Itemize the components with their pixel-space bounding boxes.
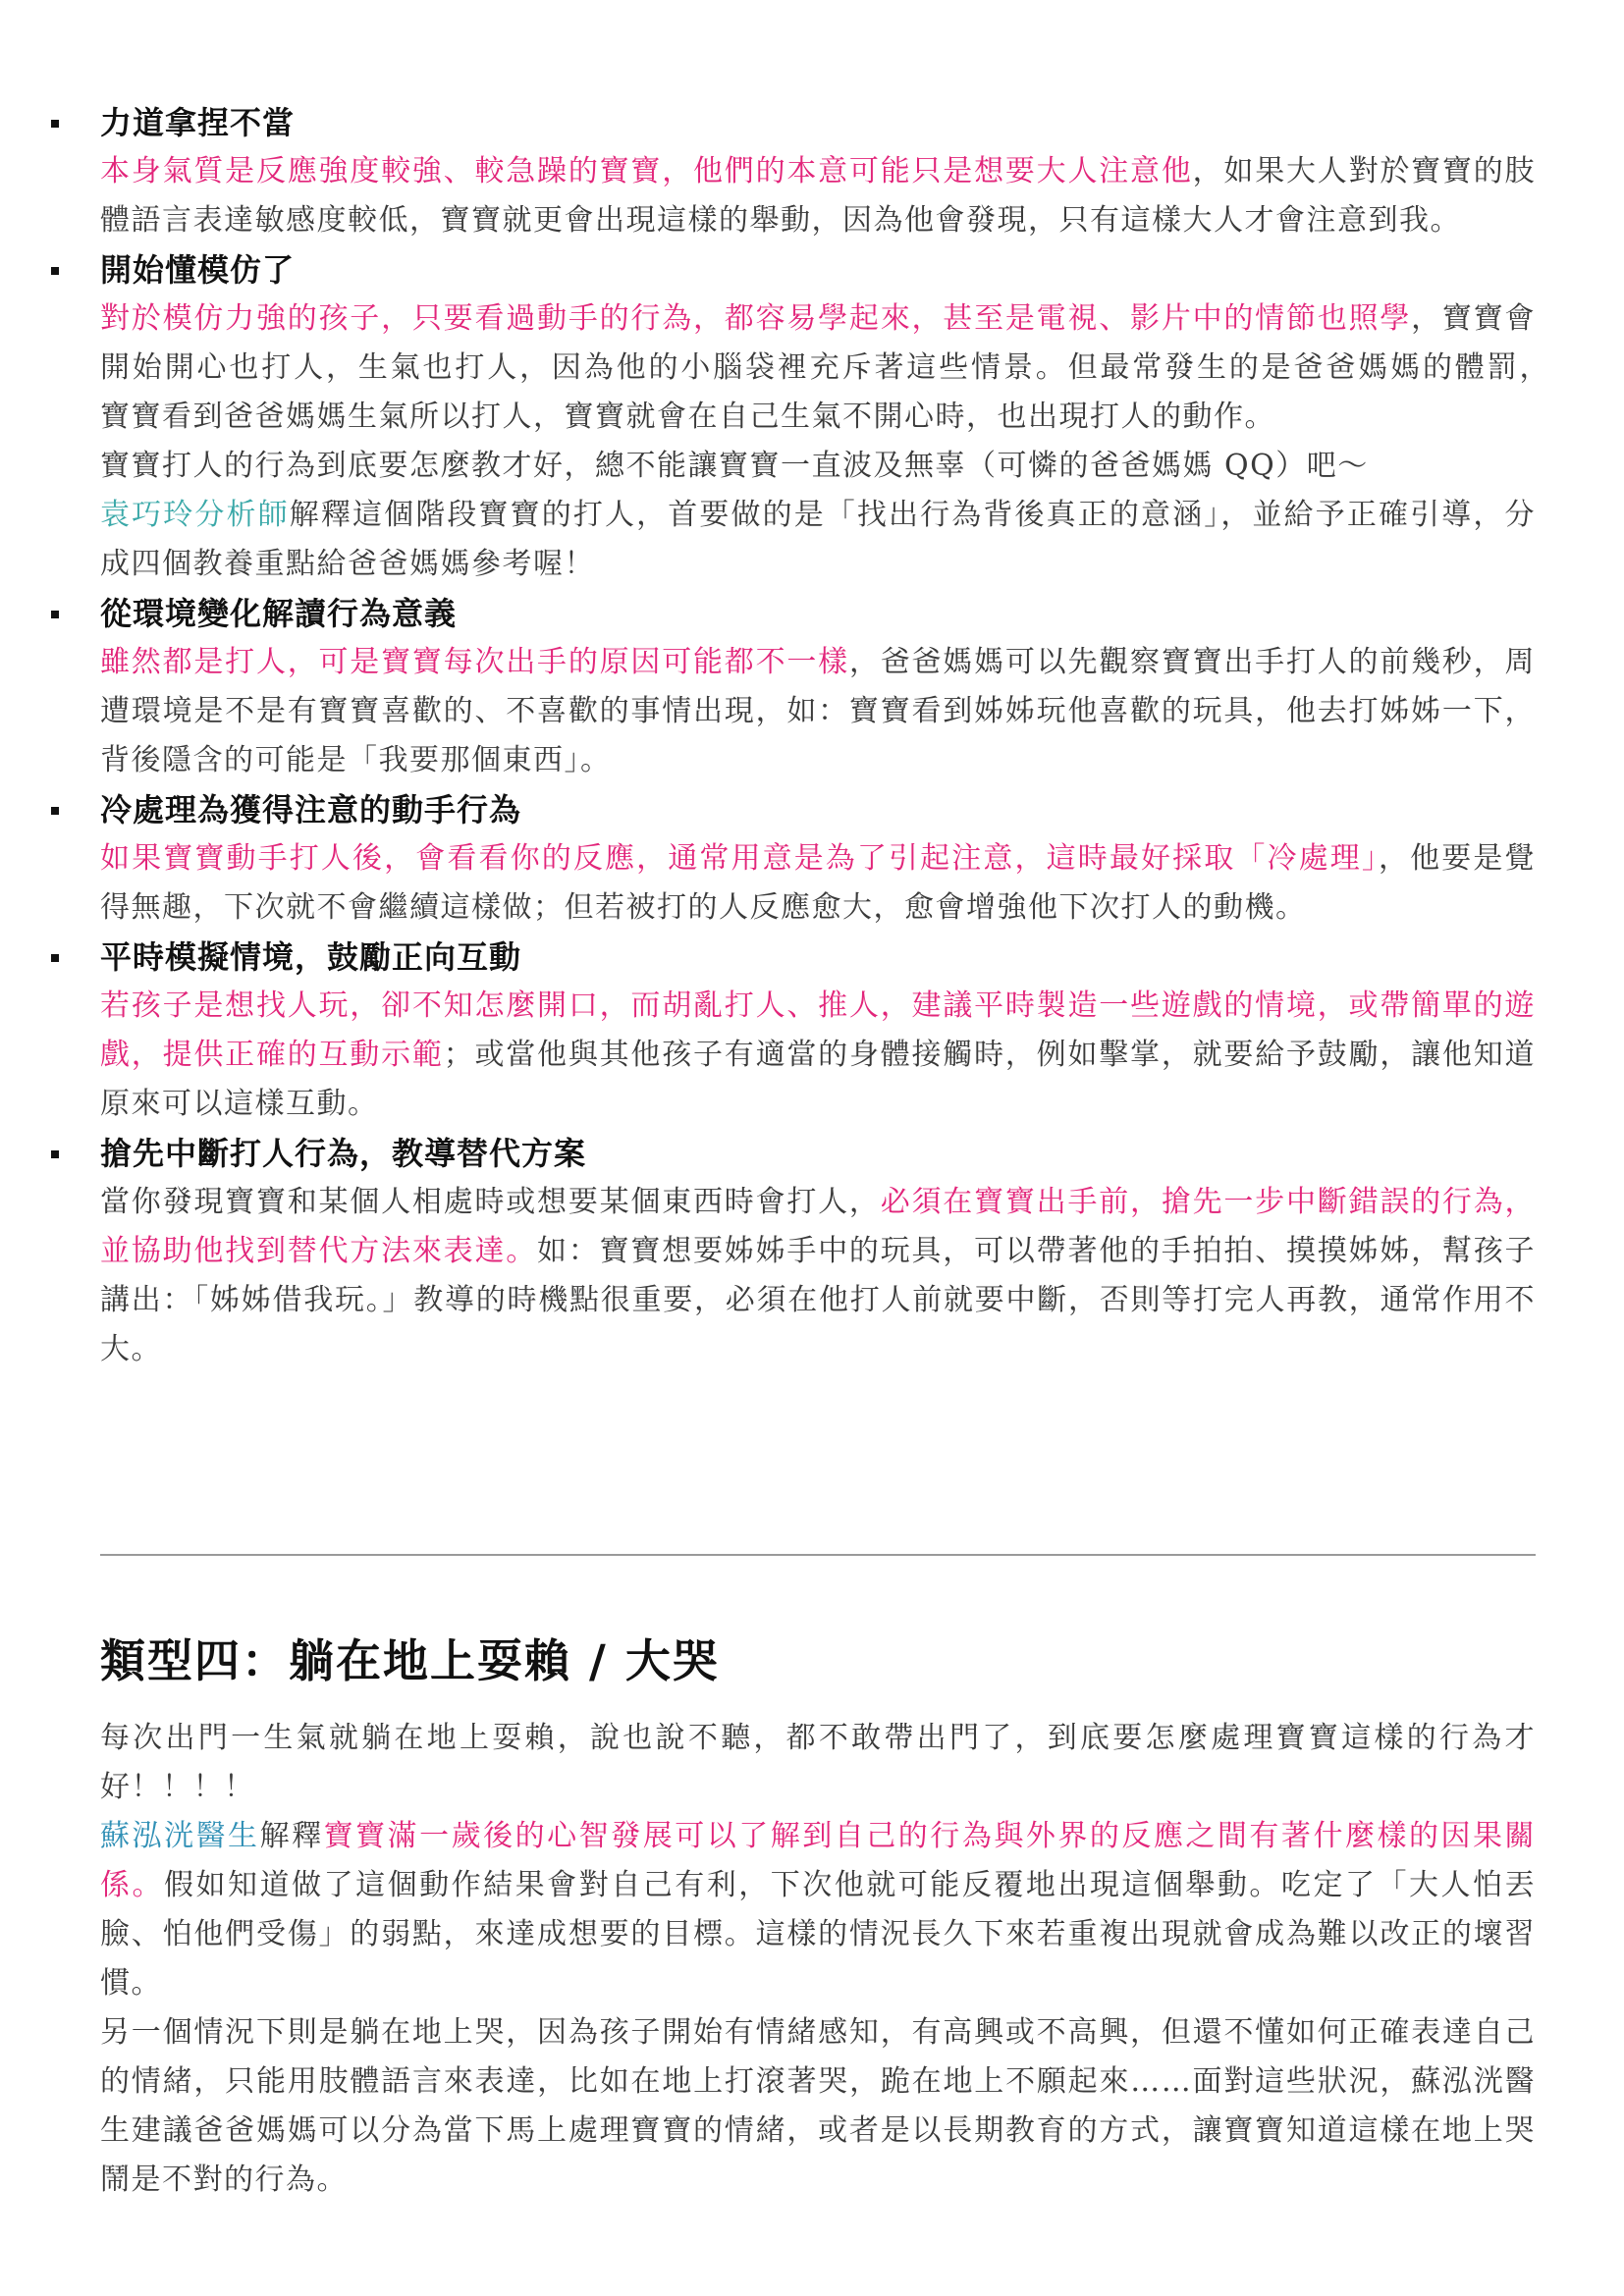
item-paragraph	[100, 1178, 1536, 1374]
list-item	[100, 1129, 1536, 1374]
body-text: 解釋這個階段寶寶的打人，首要做的是「找出行為背後真正的意涵」，並給予正確引導，分成四個教養重點給爸爸媽媽參考喔！	[100, 498, 1536, 581]
list-item	[100, 589, 1536, 785]
bullet-icon	[51, 267, 59, 275]
item-heading: 平時模擬情境，鼓勵正向互動	[100, 938, 522, 976]
body-text: 當你發現寶寶和某個人相處時或想要某個東西時會打人，	[100, 1185, 881, 1219]
item-heading: 從環境變化解讀行為意義	[100, 595, 458, 632]
intro-paragraph: 每次出門一生氣就躺在地上耍賴，說也說不聽，都不敢帶出門了，到底要怎麼處理寶寶這樣的行為才好！！！！	[100, 1721, 1536, 1804]
explanation-paragraph	[100, 1812, 1536, 2008]
advice-paragraph: 另一個情況下則是躺在地上哭，因為孩子開始有情緒感知，有高興或不高興，但還不懂如何正確表達自己的情緒，只能用肢體語言來表達，比如在地上打滾著哭，跪在地上不願起來……面對這些狀況，蘇泓洸醫生建議爸爸媽媽可以分為當下馬上處理寶寶的情緒，或者是以長期教育的方式，讓寶寶知道這樣在地上哭鬧是不對的行為。	[100, 2015, 1536, 2197]
item-paragraph	[100, 147, 1536, 245]
body-text: 假如知道做了這個動作結果會對自己有利，下次他就可能反覆地出現這個舉動。吃定了「大人怕丟臉、怕他們受傷」的弱點，來達成想要的目標。這樣的情況長久下來若重複出現就會成為難以改正的壞習慣。	[100, 1868, 1537, 2001]
item-paragraph	[100, 638, 1536, 785]
item-heading: 力道拿捏不當	[100, 104, 296, 141]
body-text: 寶寶打人的行為到底要怎麼教才好，總不能讓寶寶一直波及無辜（可憐的爸爸媽媽 QQ）吧～	[100, 449, 1369, 483]
bullet-icon	[51, 120, 59, 128]
body-text: ，寶寶會開始開心也打人，生氣也打人，因為他的小腦袋裡充斥著這些情景。但最常發生的是爸爸媽媽的體罰， 寶寶看到爸爸媽媽生氣所以打人，寶寶就會在自己生氣不開心時，也出現打人的動作。	[100, 301, 1567, 434]
body-text: ，他要是覺得無趣，下次就不會繼續這樣做；但若被打的人反應愈大，愈會增強他下次打人的動機。	[100, 841, 1537, 925]
expert-name: 蘇泓洸醫生	[100, 1819, 260, 1853]
list-item	[100, 98, 1536, 245]
bullet-icon	[51, 611, 59, 618]
highlight-text: 若孩子是想找人玩，卻不知怎麼開口，而胡亂打人、推人，建議平時製造一些遊戲的情境，或帶簡單的遊戲，提供正確的互動示範	[100, 988, 1536, 1072]
item-paragraph	[100, 442, 1536, 589]
bullet-icon	[51, 954, 59, 962]
item-heading: 開始懂模仿了	[100, 251, 296, 289]
body-text: ，爸爸媽媽可以先觀察寶寶出手打人的前幾秒，周遭環境是不是有寶寶喜歡的、不喜歡的事情出現，如：寶寶看到姊姊玩他喜歡的玩具，他去打姊姊一下，背後隱含的可能是「我要那個東西」。	[100, 645, 1537, 777]
bullet-icon	[51, 1150, 59, 1158]
list-item	[100, 785, 1536, 933]
highlight-text: 寶寶滿一歲後的心智發展可以了解到自己的行為與外界的反應之間有著什麼樣的因果關係。	[100, 1819, 1537, 1902]
item-paragraph	[100, 294, 1567, 442]
list-item	[100, 933, 1536, 1129]
item-paragraph	[100, 982, 1536, 1129]
hitting-tips-list	[100, 98, 1567, 1374]
item-heading: 搶先中斷打人行為，教導替代方案	[100, 1135, 587, 1172]
highlight-text: 必須在寶寶出手前，搶先一步中斷錯誤的行為，並協助他找到替代方法來表達。	[100, 1185, 1537, 1268]
body-text: 如：寶寶想要姊姊手中的玩具，可以帶著他的手拍拍、摸摸姊姊，幫孩子講出：「姊姊借我玩。」教導的時機點很重要，必須在他打人前就要中斷，否則等打完人再教，通常作用不大。	[100, 1234, 1537, 1366]
body-text: ，如果大人對於寶寶的肢體語言表達敏感度較低，寶寶就更會出現這樣的舉動，因為他會發現，只有這樣大人才會注意到我。	[100, 154, 1537, 238]
list-item	[100, 245, 1567, 589]
section-title: 類型四：躺在地上耍賴 / 大哭	[100, 1634, 720, 1687]
body-text: 解釋	[259, 1819, 324, 1853]
highlight-text: 雖然都是打人，可是寶寶每次出手的原因可能都不一樣	[100, 645, 849, 679]
item-paragraph	[100, 834, 1536, 933]
bullet-icon	[51, 807, 59, 815]
highlight-text: 如果寶寶動手打人後，會看看你的反應，通常用意是為了引起注意，這時最好採取「冷處理」	[100, 841, 1380, 876]
highlight-text: 對於模仿力強的孩子，只要看過動手的行為，都容易學起來，甚至是電視、影片中的情節也照學	[100, 301, 1412, 336]
expert-name: 袁巧玲分析師	[100, 498, 290, 532]
section-body	[100, 1714, 1536, 2205]
section-divider	[100, 1554, 1536, 1556]
item-heading: 冷處理為獲得注意的動手行為	[100, 791, 522, 828]
body-text: ；或當他與其他孩子有適當的身體接觸時，例如擊掌，就要給予鼓勵，讓他知道原來可以這樣互動。	[100, 1038, 1537, 1121]
highlight-text: 本身氣質是反應強度較強、較急躁的寶寶，他們的本意可能只是想要大人注意他	[100, 154, 1193, 188]
